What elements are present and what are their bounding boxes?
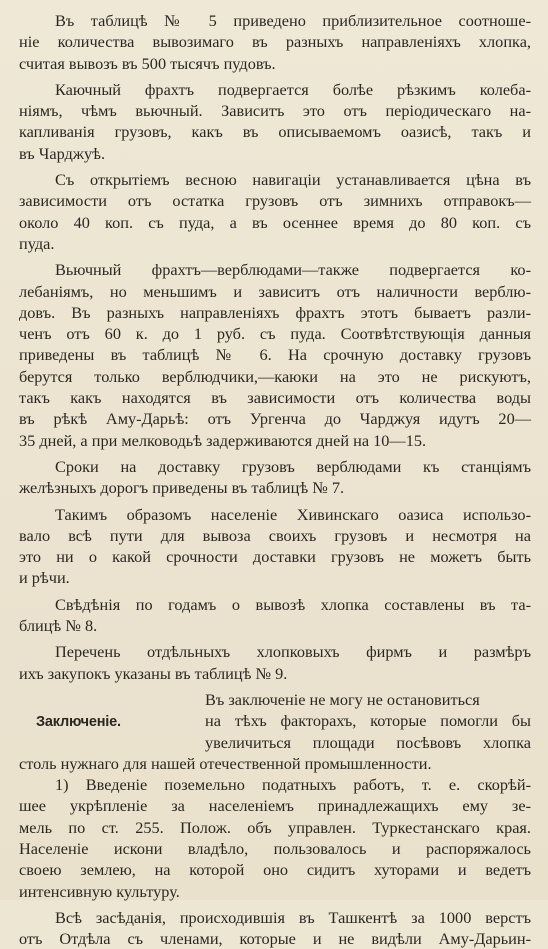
text-line: приведены въ таблицѣ № 6. На срочную доставку грузовъ (19, 345, 531, 365)
paragraph-tashkent-meetings (19, 907, 531, 949)
text-line: ніе количества вывозимаго въ разныхъ направленіяхъ хлопка, (19, 32, 531, 52)
text-line: Съ открытіемъ весною навигаціи устанавливается цѣна въ (55, 170, 531, 190)
paragraph-table-8 (19, 594, 531, 637)
text-line: отъ Отдѣла съ членами, которые и не видѣли Аму-Дарьин- (19, 929, 531, 949)
text-line: ченъ отъ 60 к. до 1 руб. съ пуда. Соотвѣтствующія данныя (19, 324, 531, 344)
text-line: Въ таблицѣ № 5 приведено приблизительное соотноше- (55, 11, 531, 30)
text-line: Въ заключеніе не могу не остановиться (205, 689, 480, 709)
text-line: своею землею, на которой оно сидитъ хуторами и ведетъ (19, 860, 531, 880)
paragraph-delivery-terms (19, 456, 531, 499)
text-line: интенсивную культуру. (19, 881, 180, 901)
text-line: вало всѣ пути для вывоза своихъ грузовъ и несмотря на (19, 525, 531, 545)
text-line: 1) Введеніе поземельно податныхъ работъ, т. е. скорѣй- (55, 775, 531, 795)
text-line: капливанія грузовъ, какъ въ описываемомъ оазисѣ, такъ и (19, 122, 531, 142)
text-line: такъ какъ находятся въ зависимости отъ количества воды (19, 388, 531, 408)
section-heading-conclusion: Заключеніе. (36, 714, 121, 731)
text-line: въ Чарджуѣ. (19, 143, 106, 163)
text-line: зависимости отъ остатка грузовъ отъ зимнихъ отправокъ— (19, 191, 531, 211)
text-line: это ни о какой срочности доставки грузовъ не можетъ быть (19, 547, 531, 567)
body-text (19, 10, 531, 949)
text-line: мель по ст. 255. Полож. объ управлен. Туркестанскаго края. (19, 817, 531, 837)
text-line: пуда. (19, 233, 55, 253)
text-line: шее укрѣпленіе за населеніемъ принадлежащихъ ему зе- (19, 796, 531, 816)
paragraph-khiva-oasis (19, 504, 531, 589)
text-line: Такимъ образомъ населеніе Хивинскаго оазиса использо- (55, 504, 531, 524)
text-line: столь нужнаго для нашей отечественной промышленности. (19, 753, 432, 773)
paragraph-conclusion (19, 689, 531, 774)
paragraph-table-9 (19, 641, 531, 684)
text-line: считая вывозъ въ 500 тысячъ пудовъ. (19, 53, 276, 73)
paragraph-table-5 (19, 10, 531, 74)
text-line: и рѣчи. (19, 568, 70, 588)
text-line: Всѣ засѣданія, происходившія въ Ташкентѣ за 1000 верстъ (55, 907, 531, 927)
text-line: ніямъ, чѣмъ вьючный. Зависитъ это отъ періодическаго на- (19, 101, 531, 121)
text-line: Перечень отдѣльныхъ хлопковыхъ фирмъ и размѣръ (55, 642, 531, 662)
text-line: желѣзныхъ дорогъ приведены въ таблицѣ № 7. (19, 478, 345, 498)
text-line: на тѣхъ факторахъ, которые помогли бы (205, 711, 531, 731)
text-line: 35 дней, а при мелководьѣ задерживаются дней на 10—15. (19, 430, 427, 450)
conclusion-row (19, 710, 531, 731)
text-line: лебаніямъ, но меньшимъ и зависитъ отъ наличности верблю- (19, 281, 531, 301)
text-line: ихъ закупокъ указаны въ таблицѣ № 9. (19, 663, 288, 683)
text-line: довъ. Въ разныхъ направленіяхъ фрахтъ этотъ бываетъ разли- (19, 302, 531, 322)
conclusion-row (19, 689, 531, 710)
paragraph-kayuk-freight (19, 79, 531, 164)
text-line: Каючный фрахтъ подвергается болѣе рѣзкимъ колеба- (55, 79, 531, 99)
text-line: увеличиться площади посѣвовъ хлопка (205, 732, 531, 752)
text-line: Сроки на доставку грузовъ верблюдами къ станціямъ (55, 456, 531, 476)
text-line: блицѣ № 8. (19, 616, 98, 636)
paragraph-navigation-price (19, 169, 531, 254)
paragraph-land-survey (19, 774, 531, 902)
paragraph-camel-freight (19, 259, 531, 451)
text-line: берутся только верблюдчики,—каюки на это не рискуютъ, (19, 366, 531, 386)
conclusion-row (19, 732, 531, 753)
text-line: въ рѣкѣ Аму-Дарьѣ: отъ Ургенча до Чарджуя идутъ 20— (19, 409, 531, 429)
text-line: около 40 коп. съ пуда, а въ осеннее время до 80 коп. съ (19, 212, 531, 232)
text-line: Населеніе искони владѣло, пользовалось и распоряжалось (19, 838, 531, 858)
text-line: Вьючный фрахтъ—верблюдами—также подвергается ко- (55, 260, 531, 280)
text-line: Свѣдѣнія по годамъ о вывозѣ хлопка составлены въ та- (55, 594, 531, 614)
